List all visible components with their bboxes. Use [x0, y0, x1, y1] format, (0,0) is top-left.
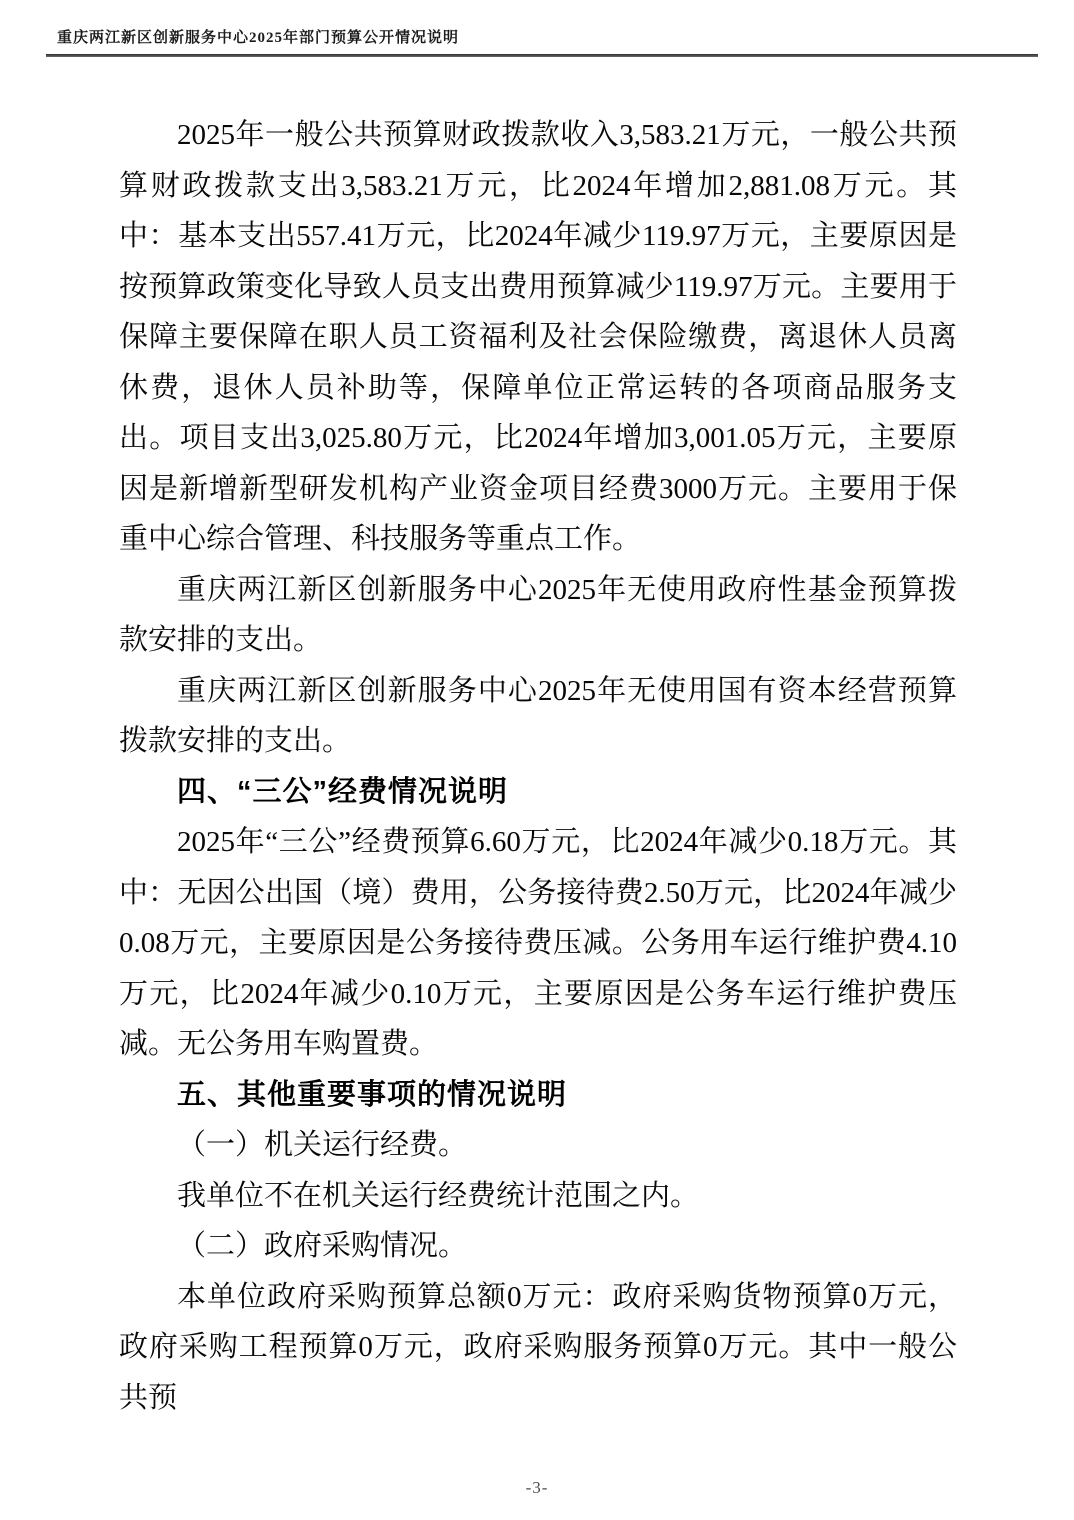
body-paragraph-government-procurement: 本单位政府采购预算总额0万元：政府采购货物预算0万元，政府采购工程预算0万元，政府采购服务预算0万元。其中一般公共预 — [119, 1280, 957, 1414]
document-header — [46, 28, 1038, 57]
body-paragraph-gov-fund: 重庆两江新区创新服务中心2025年无使用政府性基金预算拨款安排的支出。 — [119, 573, 957, 656]
section-heading-three-public-expenses: 四、“三公”经费情况说明 — [177, 775, 509, 808]
sub-heading-government-procurement: （二）政府采购情况。 — [177, 1230, 468, 1262]
section-heading-other-important-matters: 五、其他重要事项的情况说明 — [177, 1078, 568, 1111]
body-paragraph-general-budget: 2025年一般公共预算财政拨款收入3,583.21万元，一般公共预算财政拨款支出3,583.21万元，比2024年增加2,881.08万元。其中：基本支出557.41万元，比2024年减少119.97万元，主要原因是按预算政策变化导致人员支出费用预算减少119.97万元。主要用于保障主要保障在职人员工资福利及社会保险缴费，离退休人员离休费，退休人员补助等，保障单位正常运转的各项商品服务支出。项目支出3,025.80万元，比2024年增加3,001.05万元，主要原因是新增新型研发机构产业资金项目经费3000万元。主要用于保重中心综合管理、科技服务等重点工作。 — [119, 119, 957, 555]
sub-heading-agency-operating-expense: （一）机关运行经费。 — [177, 1129, 468, 1161]
body-paragraph-three-public-detail: 2025年“三公”经费预算6.60万元，比2024年减少0.18万元。其中：无因公出国（境）费用，公务接待费2.50万元，比2024年减少0.08万元，主要原因是公务接待费压减。公务用车运行维护费4.10万元，比2024年减少0.10万元，主要原因是公务车运行维护费压减。无公务用车购置费。 — [119, 826, 957, 1060]
header-rule — [46, 54, 1038, 57]
body-paragraph-agency-operating-expense: 我单位不在机关运行经费统计范围之内。 — [177, 1179, 700, 1212]
page-number: -3- — [525, 1478, 549, 1497]
document-body — [119, 110, 957, 1423]
header-title: 重庆两江新区创新服务中心2025年部门预算公开情况说明 — [57, 30, 460, 46]
body-paragraph-state-capital: 重庆两江新区创新服务中心2025年无使用国有资本经营预算拨款安排的支出。 — [119, 674, 957, 757]
